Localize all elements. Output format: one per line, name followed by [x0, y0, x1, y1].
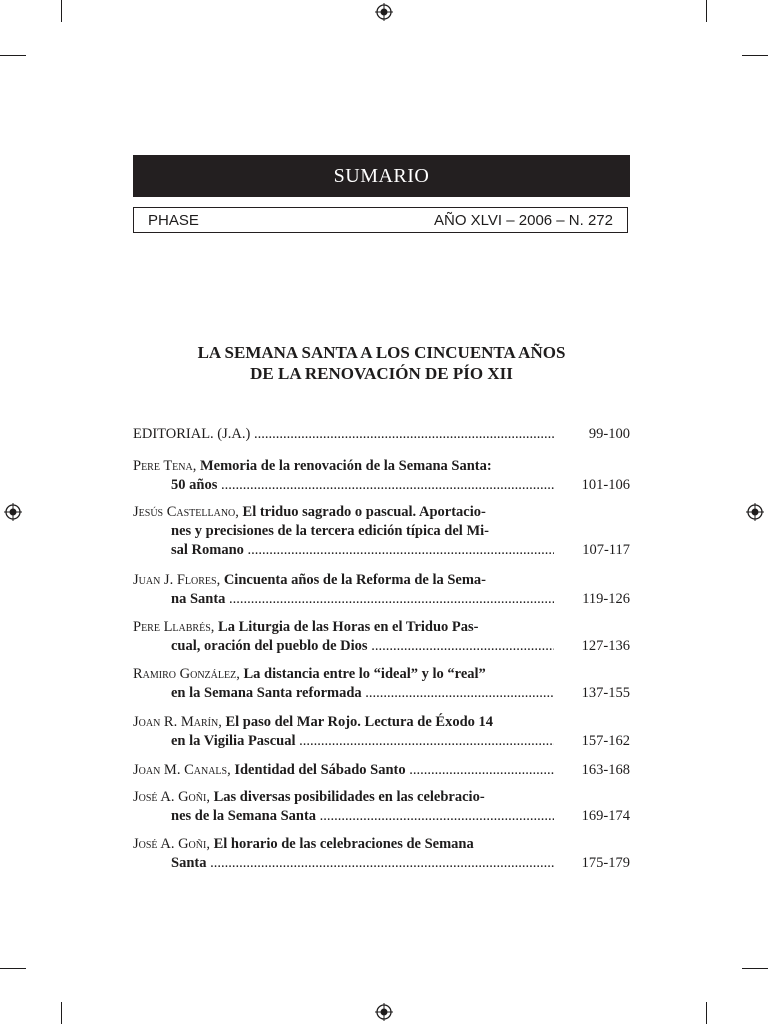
- crop-mark: [706, 0, 707, 22]
- toc-author: José A. Goñi: [133, 789, 207, 805]
- toc-pages: 137-155: [581, 685, 630, 701]
- toc-pages: 163-168: [581, 762, 630, 778]
- registration-mark-icon: [746, 503, 764, 521]
- toc-title: El triduo sagrado o pascual. Aportacio-: [242, 504, 486, 520]
- toc-entry[interactable]: Joan R. Marín, El paso del Mar Rojo. Lectura de Éxodo 14 en la Vigilia Pascual ..... 157-162: [133, 713, 630, 751]
- crop-mark: [61, 1002, 62, 1024]
- toc-pages: 101-106: [581, 477, 630, 493]
- toc-pages: 119-126: [582, 591, 630, 607]
- toc-title: Memoria de la renovación de la Semana Santa:: [199, 458, 492, 474]
- registration-mark-icon: [375, 1003, 393, 1021]
- toc-title: Las diversas posibilidades en las celebracio-: [213, 789, 485, 805]
- toc-entry[interactable]: Jesús Castellano, El triduo sagrado o pascual. Aportacio- nes y precisiones de la tercera edición típica del Mi- sal Romano ..... 107-117: [133, 503, 630, 560]
- toc-title: 50 años: [171, 477, 218, 493]
- registration-mark-icon: [375, 3, 393, 21]
- toc-title: en la Vigilia Pascual: [171, 733, 296, 749]
- toc-title: EDITORIAL. (J.A.): [133, 426, 251, 442]
- toc-entry[interactable]: Pere Tena, Memoria de la renovación de la Semana Santa: 50 años ..... 101-106: [133, 457, 630, 495]
- toc-title: nes y precisiones de la tercera edición típica del Mi-: [171, 523, 490, 539]
- toc-title: nes de la Semana Santa: [171, 808, 317, 824]
- toc-title: en la Semana Santa reformada: [171, 685, 362, 701]
- toc-pages: 99-100: [588, 426, 630, 442]
- issue-number: AÑO XLVI – 2006 – N. 272: [434, 211, 613, 229]
- page-title: SUMARIO: [333, 164, 430, 187]
- registration-mark-icon: [4, 503, 22, 521]
- toc-pages: 127-136: [581, 638, 630, 654]
- toc-title: na Santa: [171, 591, 226, 607]
- toc-entry[interactable]: [133, 425, 630, 444]
- section-heading-line: DE LA RENOVACIÓN DE PÍO XII: [250, 364, 513, 383]
- toc-entry[interactable]: José A. Goñi, El horario de las celebraciones de Semana Santa ..... 175-179: [133, 835, 630, 873]
- toc-pages: 157-162: [581, 733, 630, 749]
- toc-title: Identidad del Sábado Santo: [234, 762, 406, 778]
- toc-title: El paso del Mar Rojo. Lectura de Éxodo 14: [225, 714, 494, 730]
- toc-title: La Liturgia de las Horas en el Triduo Pas-: [218, 619, 479, 635]
- toc-author: Juan J. Flores: [133, 572, 217, 588]
- journal-info-box: [133, 207, 628, 233]
- toc-entry[interactable]: Joan M. Canals, Identidad del Sábado Santo ..... 163-168: [133, 761, 630, 780]
- toc-title: El horario de las celebraciones de Semana: [213, 836, 474, 852]
- journal-name: PHASE: [148, 211, 199, 229]
- toc-title: sal Romano: [171, 542, 244, 558]
- toc-author: Jesús Castellano: [133, 504, 236, 520]
- toc-author: Joan R. Marín: [133, 714, 219, 730]
- crop-mark: [0, 55, 26, 56]
- toc-author: Ramiro González: [133, 666, 237, 682]
- toc-entry[interactable]: José A. Goñi, Las diversas posibilidades en las celebracio- nes de la Semana Santa ..... 169-174: [133, 788, 630, 826]
- toc-title: Cincuenta años de la Reforma de la Sema-: [223, 572, 487, 588]
- toc-author: José A. Goñi: [133, 836, 207, 852]
- crop-mark: [0, 968, 26, 969]
- toc-pages: 169-174: [581, 808, 630, 824]
- toc-entry[interactable]: Juan J. Flores, Cincuenta años de la Reforma de la Sema- na Santa ..... 119-126: [133, 571, 630, 609]
- section-heading: [133, 342, 630, 384]
- crop-mark: [61, 0, 62, 22]
- section-heading-line: LA SEMANA SANTA A LOS CINCUENTA AÑOS: [197, 343, 566, 362]
- crop-mark: [742, 55, 768, 56]
- sumario-title-band: [133, 155, 630, 197]
- toc-title: cual, oración del pueblo de Dios: [171, 638, 368, 654]
- toc-title: Santa: [171, 855, 207, 871]
- toc-pages: 175-179: [581, 855, 630, 871]
- toc-entry[interactable]: Pere Llabrés, La Liturgia de las Horas en el Triduo Pas- cual, oración del pueblo de Dios ..... 127-136: [133, 618, 630, 656]
- toc-entry[interactable]: Ramiro González, La distancia entre lo “ideal” y lo “real” en la Semana Santa reformada ..... 137-155: [133, 665, 630, 703]
- toc-pages: 107-117: [582, 542, 630, 558]
- toc-author: Pere Tena: [133, 458, 193, 474]
- toc-title: La distancia entre lo “ideal” y lo “real”: [243, 666, 486, 682]
- toc-author: Pere Llabrés: [133, 619, 211, 635]
- toc-author: Joan M. Canals: [133, 762, 228, 778]
- crop-mark: [706, 1002, 707, 1024]
- crop-mark: [742, 968, 768, 969]
